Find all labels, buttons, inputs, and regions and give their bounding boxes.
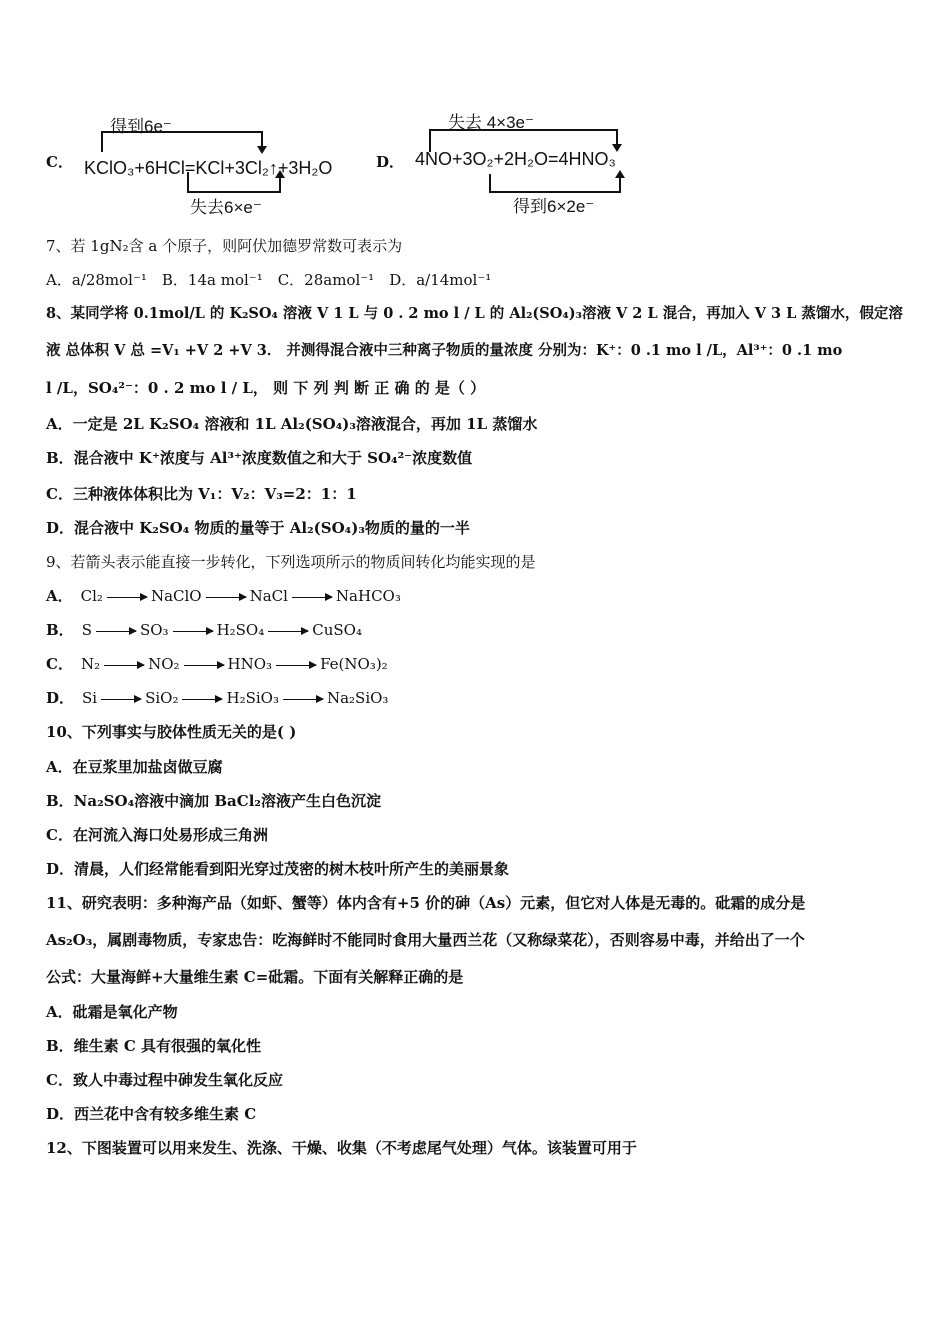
arrow-icon	[107, 597, 147, 598]
q7-stem: 7、若 1gN₂含 a 个原子，则阿伏加德罗常数可表示为	[46, 237, 403, 255]
species: Si	[82, 689, 98, 707]
q11-option-c: C．致人中毒过程中砷发生氧化反应	[46, 1071, 283, 1089]
option-letter: B．	[46, 621, 74, 639]
q6-c-top-label: 得到6e⁻	[110, 117, 172, 136]
species: NaHCO₃	[335, 587, 401, 605]
option-letter: A．	[46, 587, 73, 605]
species: HNO₃	[227, 655, 273, 673]
species: NaCl	[249, 587, 288, 605]
species: NO₂	[148, 655, 180, 673]
arrow-icon	[101, 699, 141, 700]
q10-option-a: A．在豆浆里加盐卤做豆腐	[46, 758, 223, 776]
arrowhead	[257, 146, 267, 154]
q6-d-equation: 4NO+3O₂+2H₂O=4HNO₃	[415, 149, 616, 169]
q11-stem-line3: 公式：大量海鲜+大量维生素 C=砒霜。下面有关解释正确的是	[46, 968, 464, 986]
species: Na₂SiO₃	[326, 689, 389, 707]
species: H₂SiO₃	[226, 689, 279, 707]
species: N₂	[80, 655, 101, 673]
q6-option-d-letter: D．	[376, 153, 405, 171]
q10-stem: 10、下列事实与胶体性质无关的是( )	[46, 723, 297, 741]
arrow-icon	[173, 631, 213, 632]
species: NaClO	[150, 587, 202, 605]
q6-d-top-label: 失去 4×3e⁻	[448, 113, 534, 132]
arrow-icon	[283, 699, 323, 700]
q10-option-d: D．清晨，人们经常能看到阳光穿过茂密的树木枝叶所产生的美丽景象	[46, 860, 510, 878]
q11-stem-line2: As₂O₃，属剧毒物质，专家忠告：吃海鲜时不能同时食用大量西兰花（又称绿菜花），否则容易中毒，并给出了一个	[46, 931, 805, 949]
arrowhead	[615, 170, 625, 178]
q8-option-c: C．三种液体体积比为 V₁：V₂：V₃=2：1：1	[46, 485, 357, 503]
arrow-icon	[182, 699, 222, 700]
q10-option-b: B．Na₂SO₄溶液中滴加 BaCl₂溶液产生白色沉淀	[46, 792, 381, 810]
species: CuSO₄	[312, 621, 362, 639]
arrow-icon	[206, 597, 246, 598]
arrow-icon	[96, 631, 136, 632]
q9-option-c	[46, 654, 388, 674]
species: SO₃	[139, 621, 169, 639]
q11-stem-line1: 11、研究表明：多种海产品（如虾、蟹等）体内含有+5 价的砷（As）元素，但它对人体是无毒的。砒霜的成分是	[46, 894, 806, 912]
arrow-icon	[104, 665, 144, 666]
q7-options: A．a/28mol⁻¹ B．14a mol⁻¹ C．28amol⁻¹ D．a/14mol⁻¹	[46, 271, 492, 289]
q9-option-b	[46, 620, 362, 640]
arrow-icon	[184, 665, 224, 666]
q9-option-a	[46, 586, 401, 606]
q8-stem-line1: 8、某同学将 0.1mol/L 的 K₂SO₄ 溶液 V 1 L 与 0 . 2 mo l / L 的 Al₂(SO₄)₃溶液 V 2 L 混合，再加入 V 3 L 蒸馏水，假定溶	[46, 305, 903, 322]
q10-option-c: C．在河流入海口处易形成三角洲	[46, 826, 268, 844]
species: Fe(NO₃)₂	[320, 655, 388, 673]
arrow-icon	[276, 665, 316, 666]
q9-option-d	[46, 688, 388, 708]
q11-option-a: A．砒霜是氧化产物	[46, 1003, 178, 1021]
q8-option-d: D．混合液中 K₂SO₄ 物质的量等于 Al₂(SO₄)₃物质的量的一半	[46, 519, 470, 537]
option-letter: D．	[46, 689, 75, 707]
q6-c-equation: KClO₃+6HCl=KCl+3Cl₂↑+3H₂O	[84, 158, 333, 178]
q8-stem-line3: l /L，SO₄²⁻：0 . 2 mo l / L， 则 下 列 判 断 正 确 的 是（ ）	[46, 379, 486, 397]
q11-option-d: D．西兰花中含有较多维生素 C	[46, 1105, 257, 1123]
q8-option-b: B．混合液中 K⁺浓度与 Al³⁺浓度数值之和大于 SO₄²⁻浓度数值	[46, 449, 473, 467]
q6-option-c-letter: C．	[46, 153, 73, 171]
q8-option-a: A．一定是 2L K₂SO₄ 溶液和 1L Al₂(SO₄)₃溶液混合，再加 1L 蒸馏水	[46, 415, 538, 433]
q8-stem-line2: 液 总体积 V 总 =V₁ +V 2 +V 3． 并测得混合液中三种离子物质的量浓度 分别为：K⁺：0 .1 mo l /L，Al³⁺：0 .1 mo	[46, 342, 843, 359]
q9-stem: 9、若箭头表示能直接一步转化，下列选项所示的物质间转化均能实现的是	[46, 553, 536, 571]
q6-d-bottom-label: 得到6×2e⁻	[513, 197, 595, 216]
q6-c-bottom-label: 失去6×e⁻	[190, 198, 262, 217]
species: SiO₂	[145, 689, 179, 707]
arrow-icon	[292, 597, 332, 598]
option-letter: C．	[46, 655, 73, 673]
q11-option-b: B．维生素 C 具有很强的氧化性	[46, 1037, 262, 1055]
q12-stem: 12、下图装置可以用来发生、洗涤、干燥、收集（不考虑尾气处理）气体。该装置可用于	[46, 1139, 637, 1157]
species: Cl₂	[80, 587, 103, 605]
species: S	[81, 621, 92, 639]
arrow-icon	[268, 631, 308, 632]
electron-gain-bracket	[490, 174, 620, 192]
species: H₂SO₄	[216, 621, 265, 639]
